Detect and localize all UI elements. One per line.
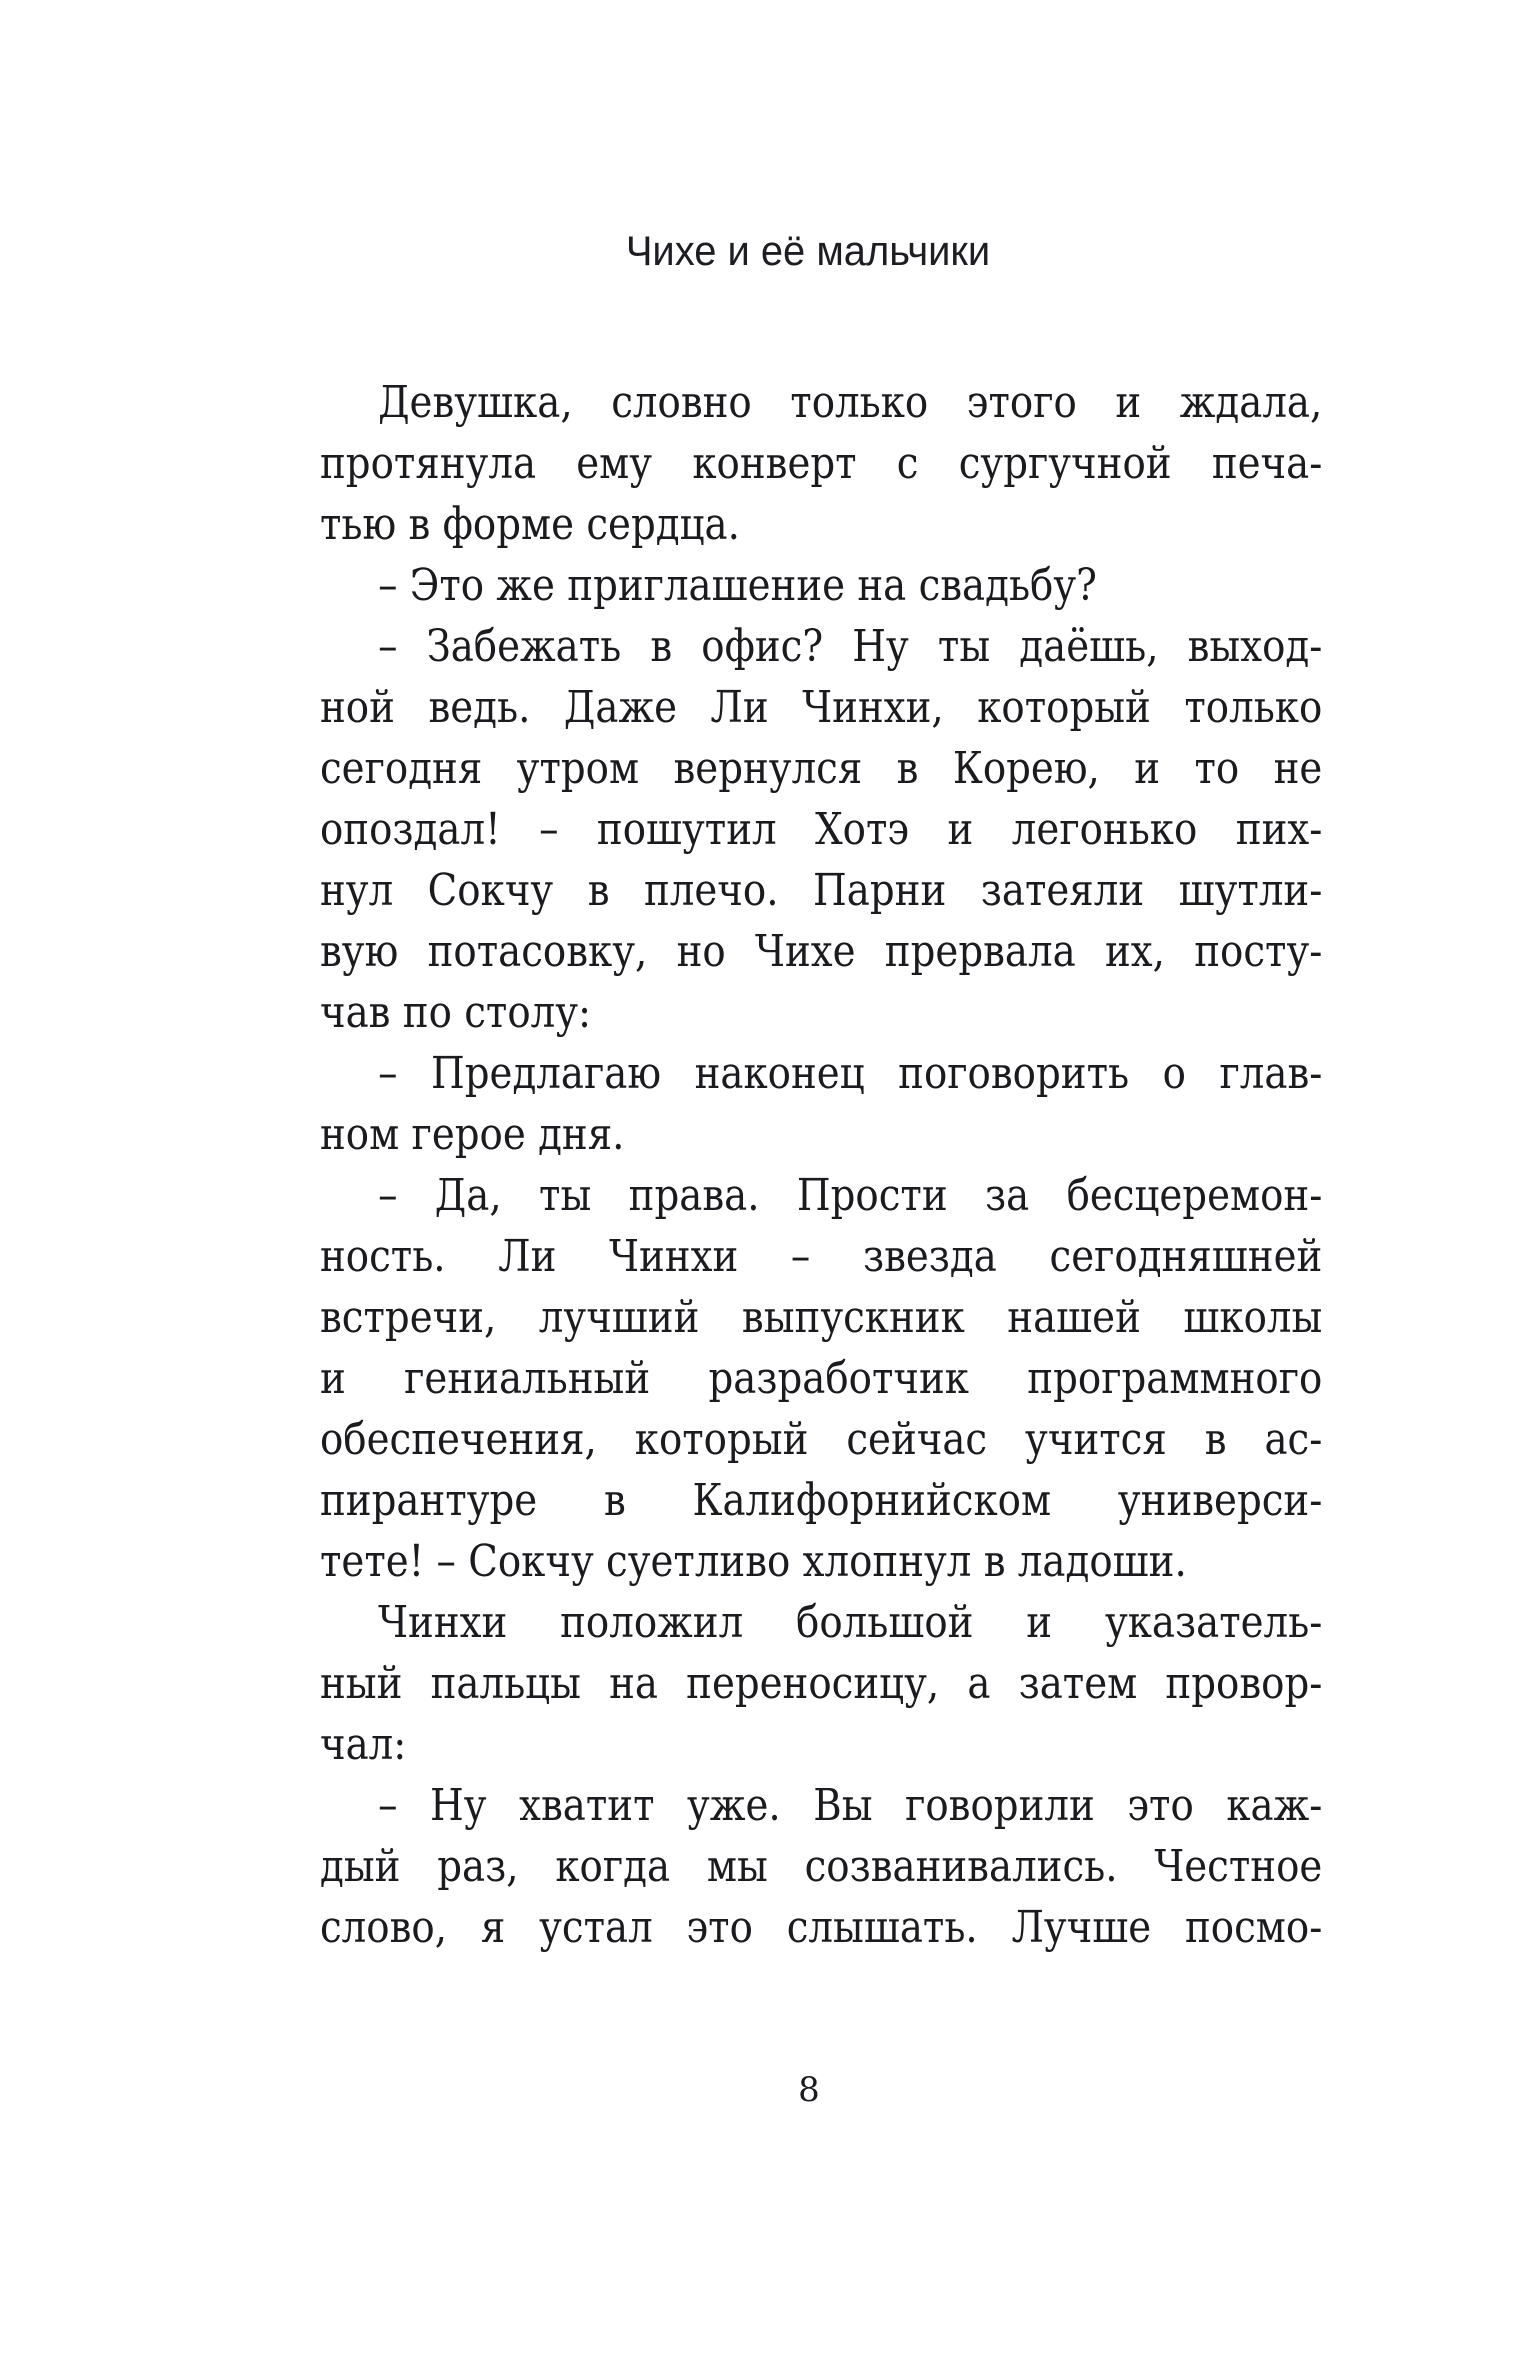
text-line: пирантуре в Калифорнийском универси- <box>320 1475 1323 1526</box>
text-line: ность. Ли Чинхи – звезда сегодняшней <box>320 1231 1323 1282</box>
text-line: нул Сокчу в плечо. Парни затеяли шутли- <box>320 865 1323 916</box>
text-line: вую потасовку, но Чихе прервала их, посту- <box>320 926 1323 977</box>
text-line: протянула ему конверт с сургучной печа- <box>320 438 1323 489</box>
text-line: – Да, ты права. Прости за бесцеремон- <box>378 1170 1323 1221</box>
text-line: – Предлагаю наконец поговорить о глав- <box>378 1048 1323 1099</box>
text-line: – Ну хватит уже. Вы говорили это каж- <box>378 1780 1323 1831</box>
page-number: 8 <box>798 2070 820 2110</box>
text-line: тью в форме сердца. <box>320 499 740 550</box>
text-line: чал: <box>320 1719 407 1770</box>
text-line: – Забежать в офис? Ну ты даёшь, выход- <box>378 621 1323 672</box>
text-line: ной ведь. Даже Ли Чинхи, который только <box>320 682 1323 733</box>
text-line: тете! – Сокчу суетливо хлопнул в ладоши. <box>320 1536 1187 1587</box>
text-line: чав по столу: <box>320 987 592 1038</box>
text-line: слово, я устал это слышать. Лучше посмо- <box>320 1902 1323 1953</box>
text-line: Чинхи положил большой и указатель- <box>378 1597 1323 1648</box>
text-line: ном герое дня. <box>320 1109 625 1160</box>
text-line: дый раз, когда мы созванивались. Честное <box>320 1841 1323 1892</box>
text-line: сегодня утром вернулся в Корею, и то не <box>320 743 1323 794</box>
running-head: Чихе и её мальчики <box>625 227 991 274</box>
text-line: – Это же приглашение на свадьбу? <box>378 560 1097 611</box>
text-line: и гениальный разработчик программного <box>320 1353 1323 1404</box>
text-line: ный пальцы на переносицу, а затем провор- <box>320 1658 1323 1709</box>
text-line: обеспечения, который сейчас учится в ас- <box>320 1414 1323 1465</box>
text-line: опоздал! – пошутил Хотэ и легонько пих- <box>320 804 1323 855</box>
text-line: встречи, лучший выпускник нашей школы <box>320 1292 1323 1343</box>
text-line: Девушка, словно только этого и ждала, <box>378 377 1323 428</box>
body-text <box>320 372 1322 1958</box>
